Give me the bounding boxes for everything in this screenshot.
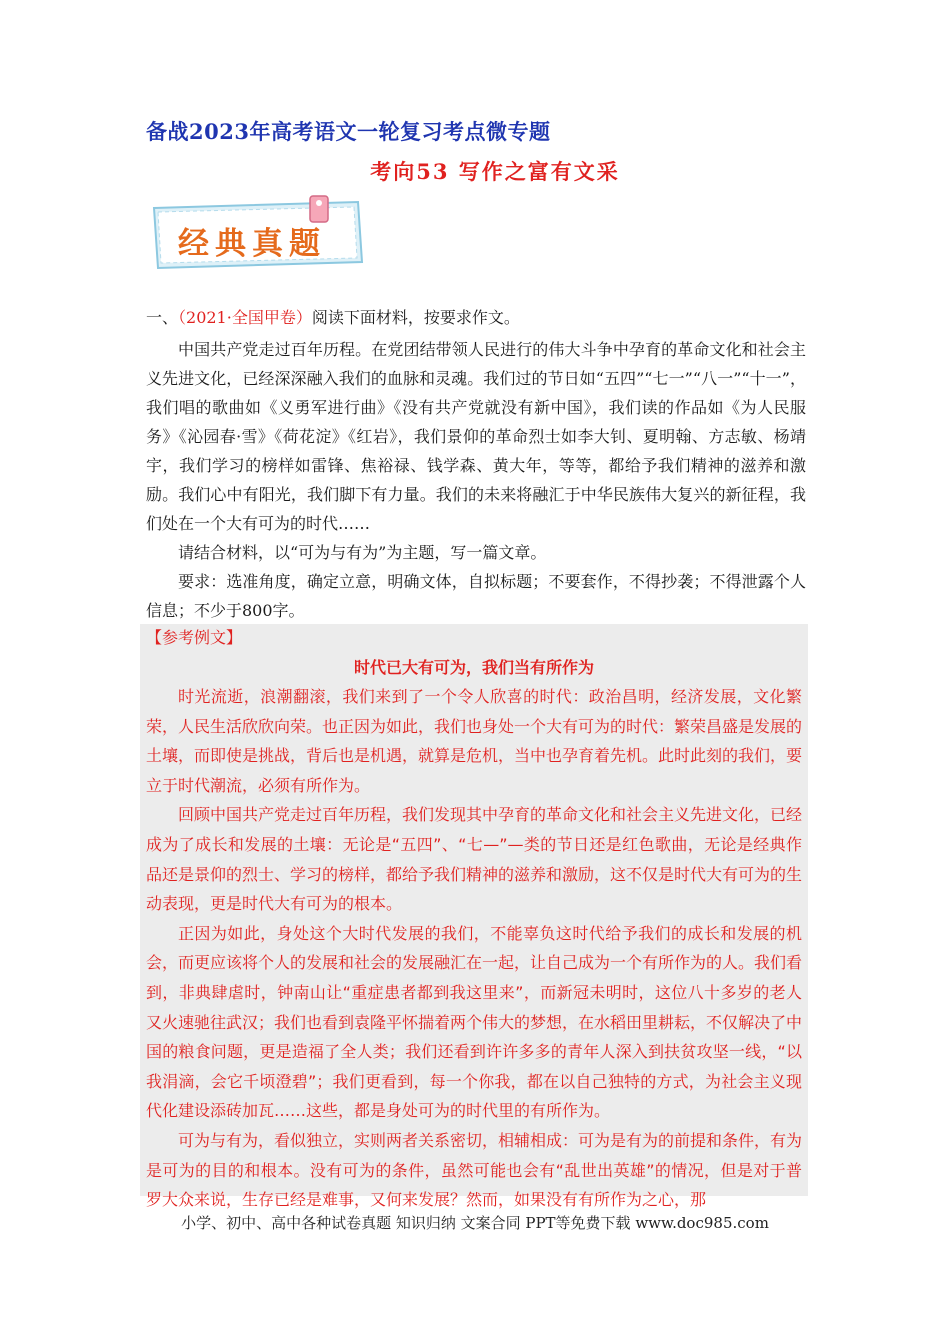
sample-paragraph: 时光流逝，浪潮翻滚，我们来到了一个令人欣喜的时代：政治昌明，经济发展，文化繁荣，人民生活欣欣向荣。也正因为如此，我们也身处一个大有可为的时代：繁荣昌盛是发展的土壤，而即使是挑战，背后也是机遇，就算是危机，当中也孕育着先机。此时此刻的我们，要立于时代潮流，必须有所作为。 bbox=[146, 687, 803, 795]
question-instruction: 阅读下面材料，按要求作文。 bbox=[311, 308, 520, 327]
sample-paragraph: 回顾中国共产党走过百年历程，我们发现其中孕育的革命文化和社会主义先进文化，已经成为了成长和发展的土壤：无论是“五四”、“七—”—类的节日还是红色歌曲，无论是经典作品还是景仰的烈士、学习的榜样，都给予我们精神的滋养和激励，这不仅是时代大有可为的生动表现，更是时代大有可为的根本。 bbox=[146, 805, 803, 914]
question-task: 请结合材料，以“可为与有为”为主题，写一篇文章。 bbox=[178, 543, 547, 562]
sample-essay-box bbox=[140, 624, 808, 1210]
sample-label: 【参考例文】 bbox=[146, 628, 243, 647]
banner-label: 经典真题 bbox=[178, 226, 326, 262]
page-footer: 小学、初中、高中各种试卷真题 知识归纳 文案合同 PPT等免费下载 www.doc985.com bbox=[181, 1214, 769, 1232]
question-requirements: 要求：选准角度，确定立意，明确文体，自拟标题；不要套作，不得抄袭；不得泄露个人信息；不少于800字。 bbox=[146, 572, 806, 620]
question-material-block bbox=[146, 335, 806, 625]
sample-paragraph: 可为与有为，看似独立，实则两者关系密切，相辅相成：可为是有为的前提和条件，有为是可为的目的和根本。没有可为的条件，虽然可能也会有“乱世出英雄”的情况，但是对于普罗大众来说，生存已经是难事，又何来发展？然而，如果没有有所作为之心，那 bbox=[146, 1130, 803, 1210]
section-banner bbox=[148, 196, 368, 272]
sample-title: 时代已大有可为，我们当有所作为 bbox=[353, 658, 594, 677]
sample-paragraph: 正因为如此，身处这个大时代发展的我们，不能辜负这时代给予我们的成长和发展的机会，而更应该将个人的发展和社会的发展融汇在一起，让自己成为一个有所作为的人。我们看到，非典肆虐时，钟南山让“重症患者都到我这里来”，而新冠未明时，这位八十多岁的老人又火速驰往武汉；我们也看到袁隆平怀揣着两个伟大的梦想，在水稻田里耕耘，不仅解决了中国的粮食问题，更是造福了全人类；我们还看到许许多多的青年人深入到扶贫攻坚一线，“以我涓滴，会它千顷澄碧”；我们更看到，每一个你我，都在以自己独特的方式，为社会主义现代化建设添砖加瓦……这些，都是身处可为的时代里的有所作为。 bbox=[146, 923, 803, 1121]
question-number: 一、 bbox=[146, 308, 179, 327]
question-heading bbox=[146, 305, 520, 328]
sample-body bbox=[146, 682, 802, 1215]
document-title: 备战2023年高考语文一轮复习考点微专题 bbox=[146, 119, 551, 144]
section-subtitle: 考向53 写作之富有文采 bbox=[370, 159, 620, 184]
question-source: （2021·全国甲卷） bbox=[178, 308, 312, 327]
question-material: 中国共产党走过百年历程。在党团结带领人民进行的伟大斗争中孕育的革命文化和社会主义先进文化，已经深深融入我们的血脉和灵魂。我们过的节日如“五四”“七一”“八一”“十一”，我们唱的歌曲如《义勇军进行曲》《没有共产党就没有新中国》，我们读的作品如《为人民服务》《沁园春·雪》《荷花淀》《红岩》，我们景仰的革命烈士如李大钊、夏明翰、方志敏、杨靖宇，我们学习的榜样如雷锋、焦裕禄、钱学森、黄大年，等等，都给予我们精神的滋养和激励。我们心中有阳光，我们脚下有力量。我们的未来将融汇于中华民族伟大复兴的新征程，我们处在一个大有可为的时代…… bbox=[146, 340, 806, 533]
